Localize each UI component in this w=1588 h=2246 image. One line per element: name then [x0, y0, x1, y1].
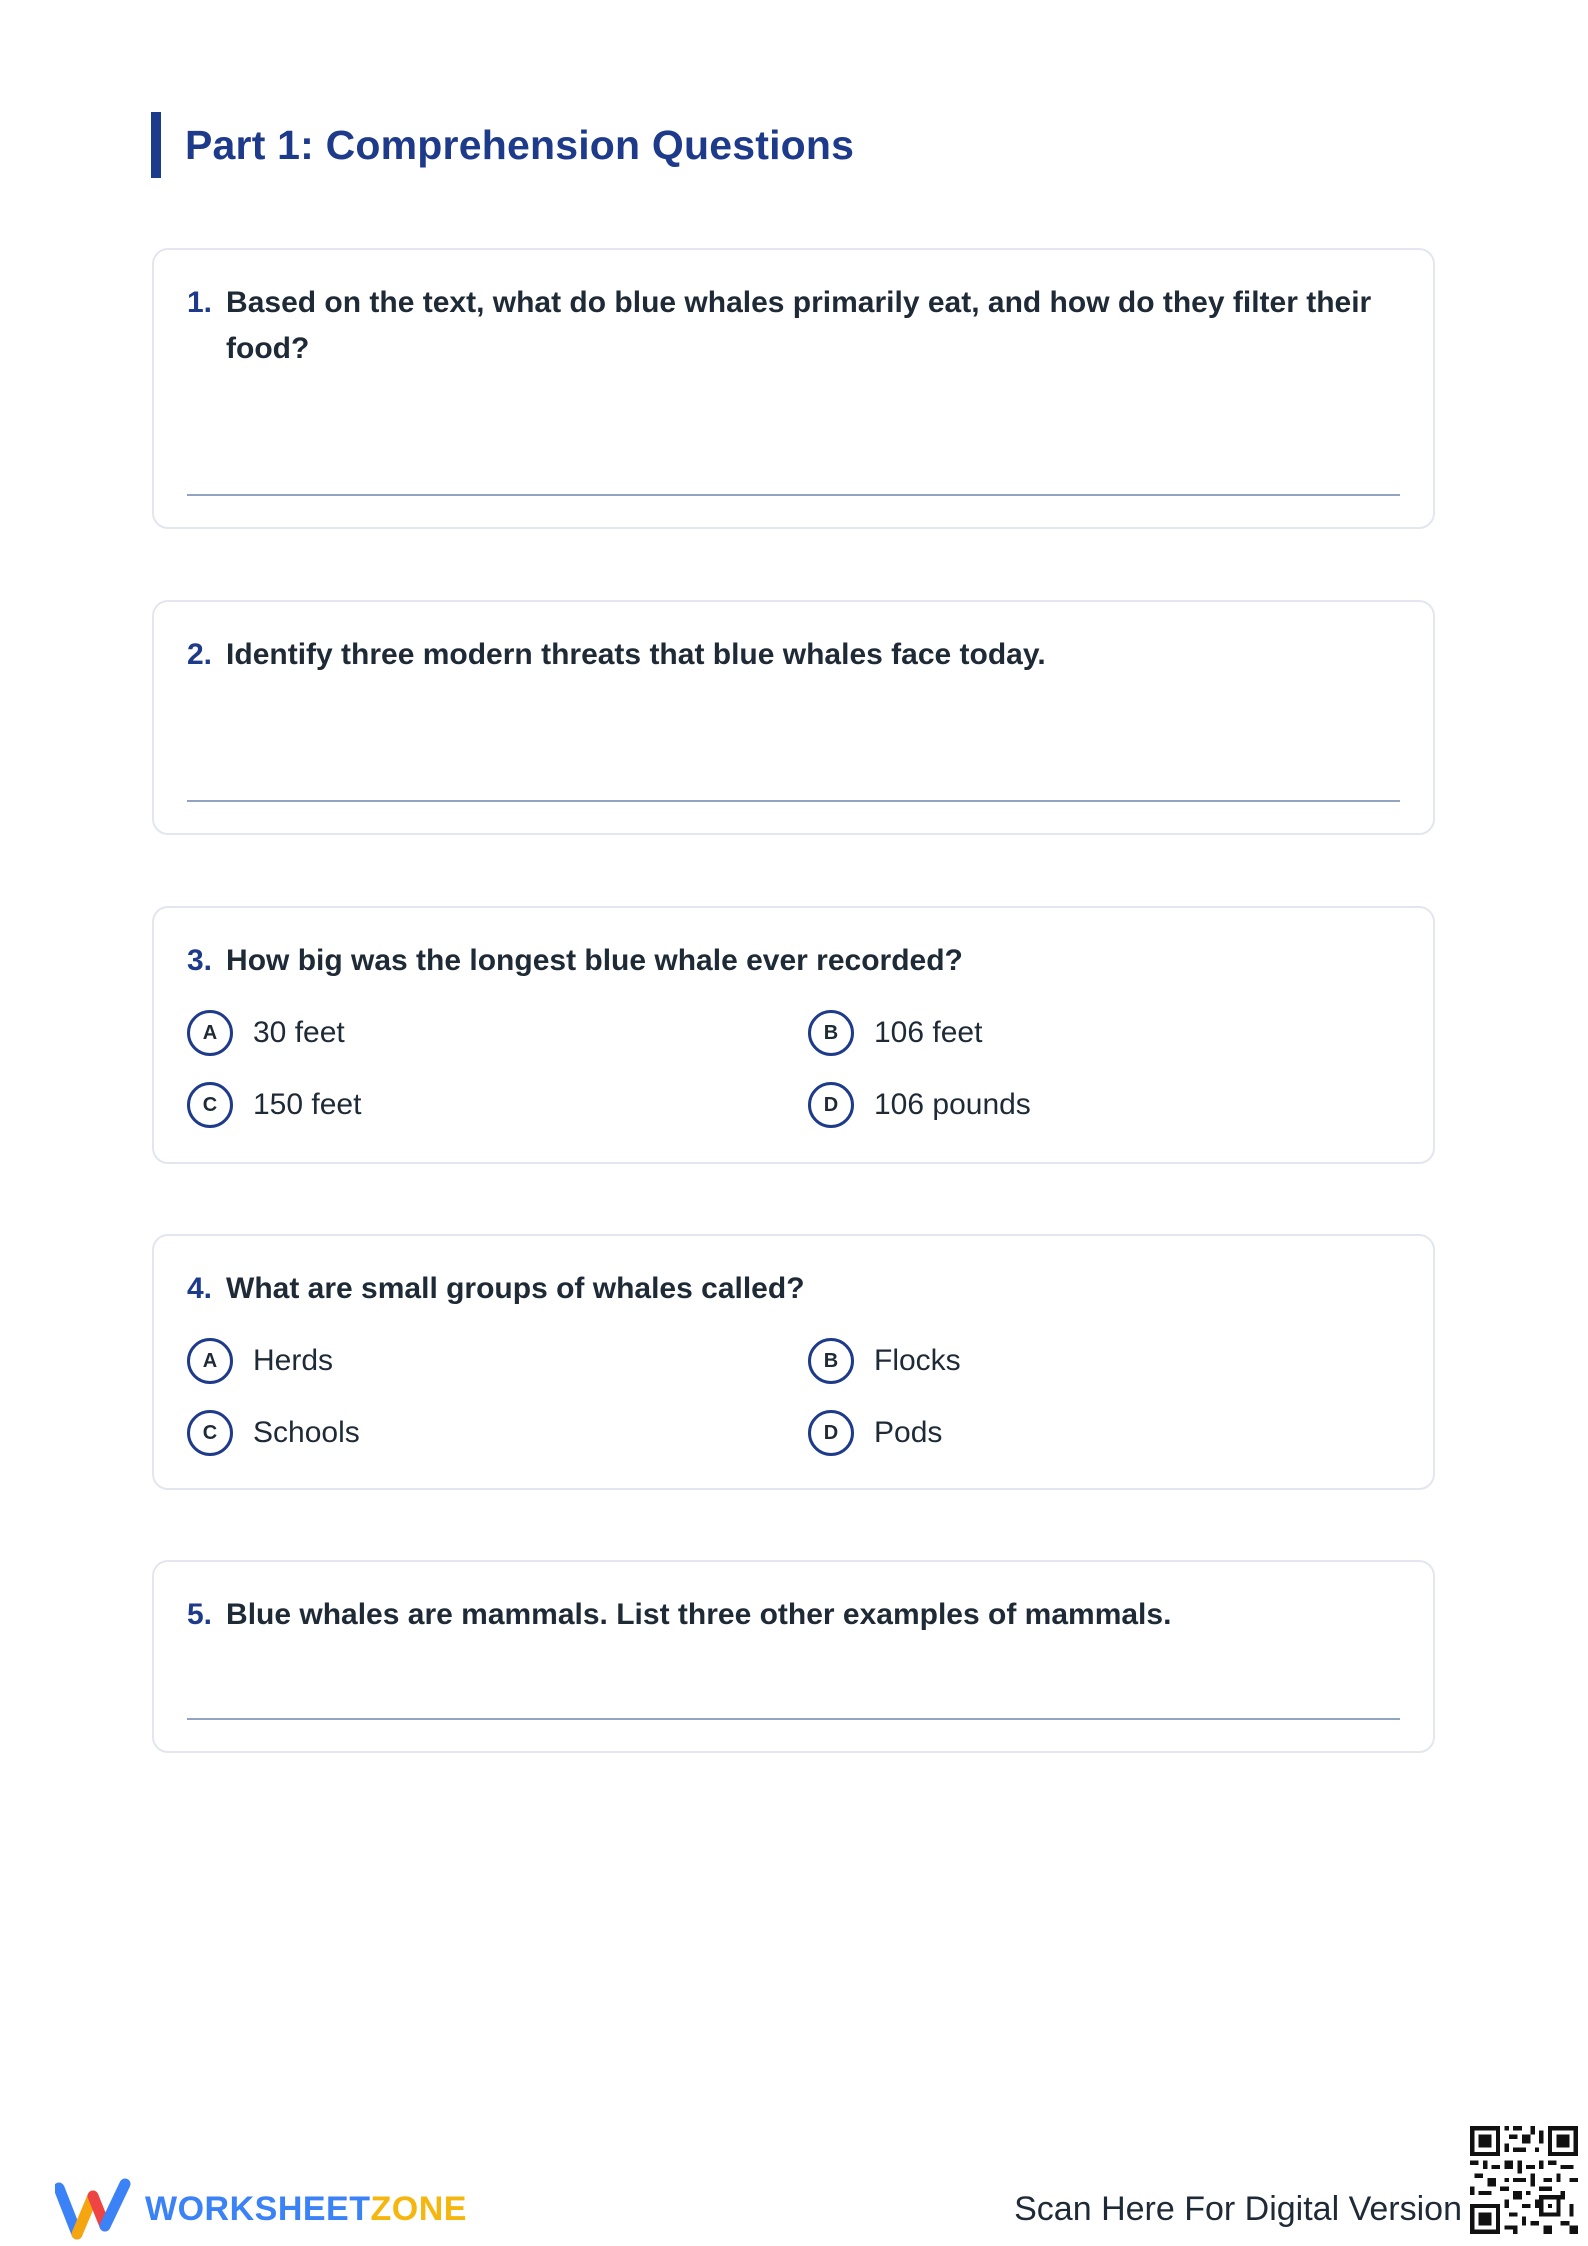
question-5 [187, 1592, 1400, 1638]
option-letter-badge: C [187, 1410, 233, 1456]
brand-name-part1: WORKSHEET [145, 2189, 371, 2228]
option-text: 150 feet [253, 1088, 362, 1121]
qr-code-icon[interactable] [1470, 2126, 1578, 2234]
option-a[interactable] [187, 1010, 345, 1056]
heading-accent-bar [151, 112, 161, 178]
option-b[interactable] [808, 1010, 982, 1056]
question-card-3 [152, 906, 1435, 1164]
question-card-2 [152, 600, 1435, 835]
question-number: 4. [187, 1272, 213, 1305]
question-1 [187, 280, 1400, 372]
option-letter-badge: D [808, 1082, 854, 1128]
option-b[interactable] [808, 1338, 961, 1384]
question-text: How big was the longest blue whale ever recorded? [226, 944, 963, 977]
question-number: 2. [187, 638, 213, 671]
question-text: Identify three modern threats that blue whales face today. [226, 638, 1046, 671]
option-text: 106 feet [874, 1016, 983, 1049]
worksheetzone-logo-icon [55, 2178, 131, 2240]
option-text: Pods [874, 1416, 943, 1449]
brand-name-part2: ZONE [370, 2189, 467, 2228]
footer-logo[interactable] [55, 2178, 467, 2240]
answer-line[interactable] [187, 1718, 1400, 1720]
option-d[interactable] [808, 1082, 1031, 1128]
option-letter-badge: B [808, 1338, 854, 1384]
question-card-5 [152, 1560, 1435, 1753]
question-text: What are small groups of whales called? [226, 1272, 805, 1305]
question-card-4 [152, 1234, 1435, 1490]
option-text: Herds [253, 1344, 334, 1377]
option-letter-badge: D [808, 1410, 854, 1456]
brand-name [145, 2190, 467, 2229]
answer-line[interactable] [187, 800, 1400, 802]
option-d[interactable] [808, 1410, 942, 1456]
question-text: Blue whales are mammals. List three other examples of mammals. [226, 1598, 1172, 1631]
question-number: 1. [187, 286, 213, 319]
option-c[interactable] [187, 1410, 360, 1456]
option-letter-badge: C [187, 1082, 233, 1128]
option-letter-badge: B [808, 1010, 854, 1056]
scan-caption: Scan Here For Digital Version [1014, 2190, 1462, 2228]
option-text: 30 feet [253, 1016, 345, 1049]
option-letter-badge: A [187, 1338, 233, 1384]
question-4 [187, 1266, 1400, 1312]
option-a[interactable] [187, 1338, 333, 1384]
answer-line[interactable] [187, 494, 1400, 496]
question-card-1 [152, 248, 1435, 529]
section-heading [151, 112, 854, 178]
option-text: Schools [253, 1416, 360, 1449]
question-number: 5. [187, 1598, 213, 1631]
question-number: 3. [187, 944, 213, 977]
option-letter-badge: A [187, 1010, 233, 1056]
page-title: Part 1: Comprehension Questions [185, 121, 855, 168]
option-c[interactable] [187, 1082, 361, 1128]
question-3 [187, 938, 1400, 984]
question-2 [187, 632, 1400, 678]
option-text: Flocks [874, 1344, 961, 1377]
question-text: Based on the text, what do blue whales primarily eat, and how do they filter their food? [226, 286, 1372, 365]
option-text: 106 pounds [874, 1088, 1031, 1121]
